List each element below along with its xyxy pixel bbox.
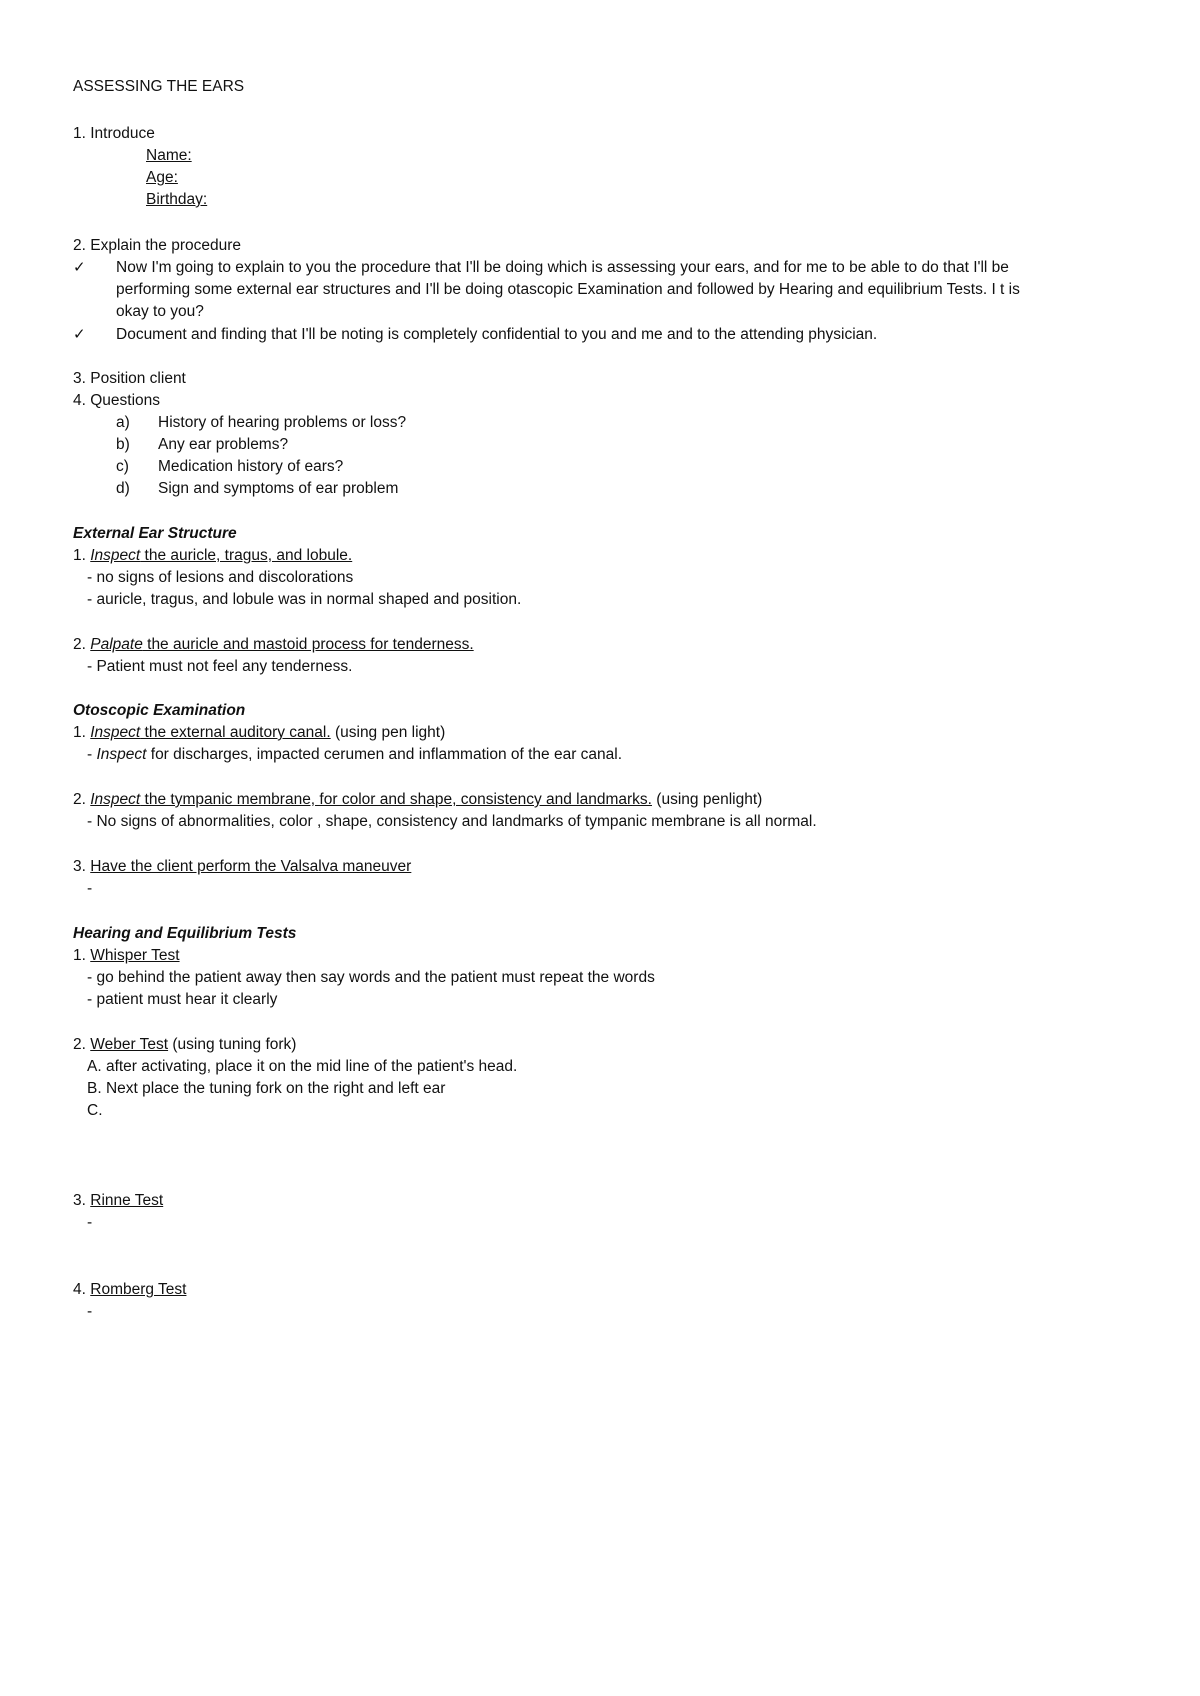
question-item — [116, 412, 406, 434]
step-text: Whisper Test — [90, 947, 180, 964]
step-number: 1. — [73, 724, 86, 741]
external-ear-heading: External Ear Structure — [73, 525, 237, 542]
question-label: b) — [116, 436, 130, 453]
step-verb: Inspect — [90, 791, 141, 808]
otoscopic-step-2-note-1: - No signs of abnormalities, color , shape, consistency and landmarks of tympanic membrane is all normal. — [87, 813, 817, 830]
hearing-step-1 — [73, 945, 180, 967]
note-verb: Inspect — [96, 746, 147, 763]
field-birthday-label: Birthday: — [146, 191, 208, 208]
step-number: 2. — [73, 1036, 86, 1053]
section-introduce-heading: 1. Introduce — [73, 125, 155, 142]
question-label: c) — [116, 458, 129, 475]
step-text: the auricle, tragus, and lobule. — [140, 547, 353, 564]
hearing-step-2-a: A. after activating, place it on the mid line of the patient's head. — [87, 1058, 518, 1075]
step-text: Romberg Test — [90, 1281, 187, 1298]
section-questions-heading: 4. Questions — [73, 392, 161, 409]
check-mark-icon: ✓ — [73, 325, 86, 343]
step-number: 1. — [73, 547, 86, 564]
external-step-2 — [73, 634, 474, 656]
check-mark-icon: ✓ — [73, 258, 86, 276]
step-text: the external auditory canal. — [140, 724, 331, 741]
hearing-step-2 — [73, 1034, 296, 1056]
note-dash: - — [87, 746, 97, 763]
hearing-step-3 — [73, 1190, 163, 1212]
step-text: Rinne Test — [90, 1192, 164, 1209]
step-text: Weber Test — [90, 1036, 169, 1053]
step-number: 4. — [73, 1281, 86, 1298]
section-position-heading: 3. Position client — [73, 370, 186, 387]
explain-item-1-line-1: Now I'm going to explain to you the procedure that I'll be doing which is assessing your ears, and for me to be able to do that I'll be — [116, 259, 1009, 276]
step-number: 3. — [73, 1192, 86, 1209]
note-text: for discharges, impacted cerumen and inflammation of the ear canal. — [146, 746, 623, 763]
hearing-heading: Hearing and Equilibrium Tests — [73, 925, 297, 942]
question-text: Medication history of ears? — [158, 458, 344, 475]
otoscopic-step-1 — [73, 722, 445, 744]
question-item — [116, 478, 398, 500]
step-verb: Palpate — [90, 636, 143, 653]
question-label: d) — [116, 480, 130, 497]
hearing-step-3-note-1: - — [87, 1214, 93, 1231]
field-age-label: Age: — [146, 169, 178, 186]
question-text: Any ear problems? — [158, 436, 289, 453]
external-step-2-note-1: - Patient must not feel any tenderness. — [87, 658, 353, 675]
otoscopic-step-1-note-1 — [87, 744, 622, 766]
section-explain-heading: 2. Explain the procedure — [73, 237, 242, 254]
explain-item-1-line-3: okay to you? — [116, 303, 204, 320]
step-tail: (using penlight) — [652, 791, 763, 808]
step-number: 1. — [73, 947, 86, 964]
external-step-1-note-2: - auricle, tragus, and lobule was in normal shaped and position. — [87, 591, 522, 608]
explain-item-2: Document and finding that I'll be noting is completely confidential to you and me and to the attending physician. — [116, 326, 878, 343]
otoscopic-step-3 — [73, 856, 411, 878]
step-tail: (using tuning fork) — [168, 1036, 297, 1053]
step-number: 3. — [73, 858, 86, 875]
hearing-step-1-note-2: - patient must hear it clearly — [87, 991, 278, 1008]
hearing-step-2-c: C. — [87, 1102, 103, 1119]
document-title: ASSESSING THE EARS — [73, 78, 245, 95]
step-tail: (using pen light) — [330, 724, 446, 741]
external-step-1 — [73, 545, 352, 567]
otoscopic-heading: Otoscopic Examination — [73, 702, 246, 719]
otoscopic-step-2 — [73, 789, 762, 811]
hearing-step-2-b: B. Next place the tuning fork on the right and left ear — [87, 1080, 446, 1097]
question-label: a) — [116, 414, 130, 431]
step-text: the tympanic membrane, for color and shape, consistency and landmarks. — [140, 791, 652, 808]
step-text: the auricle and mastoid process for tenderness. — [142, 636, 474, 653]
hearing-step-4-note-1: - — [87, 1303, 93, 1320]
otoscopic-step-3-note-1: - — [87, 880, 93, 897]
hearing-step-1-note-1: - go behind the patient away then say words and the patient must repeat the words — [87, 969, 655, 986]
external-step-1-note-1: - no signs of lesions and discolorations — [87, 569, 354, 586]
step-number: 2. — [73, 636, 86, 653]
step-verb: Inspect — [90, 724, 141, 741]
question-text: History of hearing problems or loss? — [158, 414, 407, 431]
explain-item-1-line-2: performing some external ear structures and I'll be doing otascopic Examination and followed by Hearing and equilibrium Tests. I t is — [116, 281, 1020, 298]
field-name-label: Name: — [146, 147, 192, 164]
question-item — [116, 434, 288, 456]
question-item — [116, 456, 343, 478]
step-verb: Inspect — [90, 547, 141, 564]
step-number: 2. — [73, 791, 86, 808]
step-text: Have the client perform the Valsalva maneuver — [90, 858, 412, 875]
question-text: Sign and symptoms of ear problem — [158, 480, 399, 497]
hearing-step-4 — [73, 1279, 186, 1301]
